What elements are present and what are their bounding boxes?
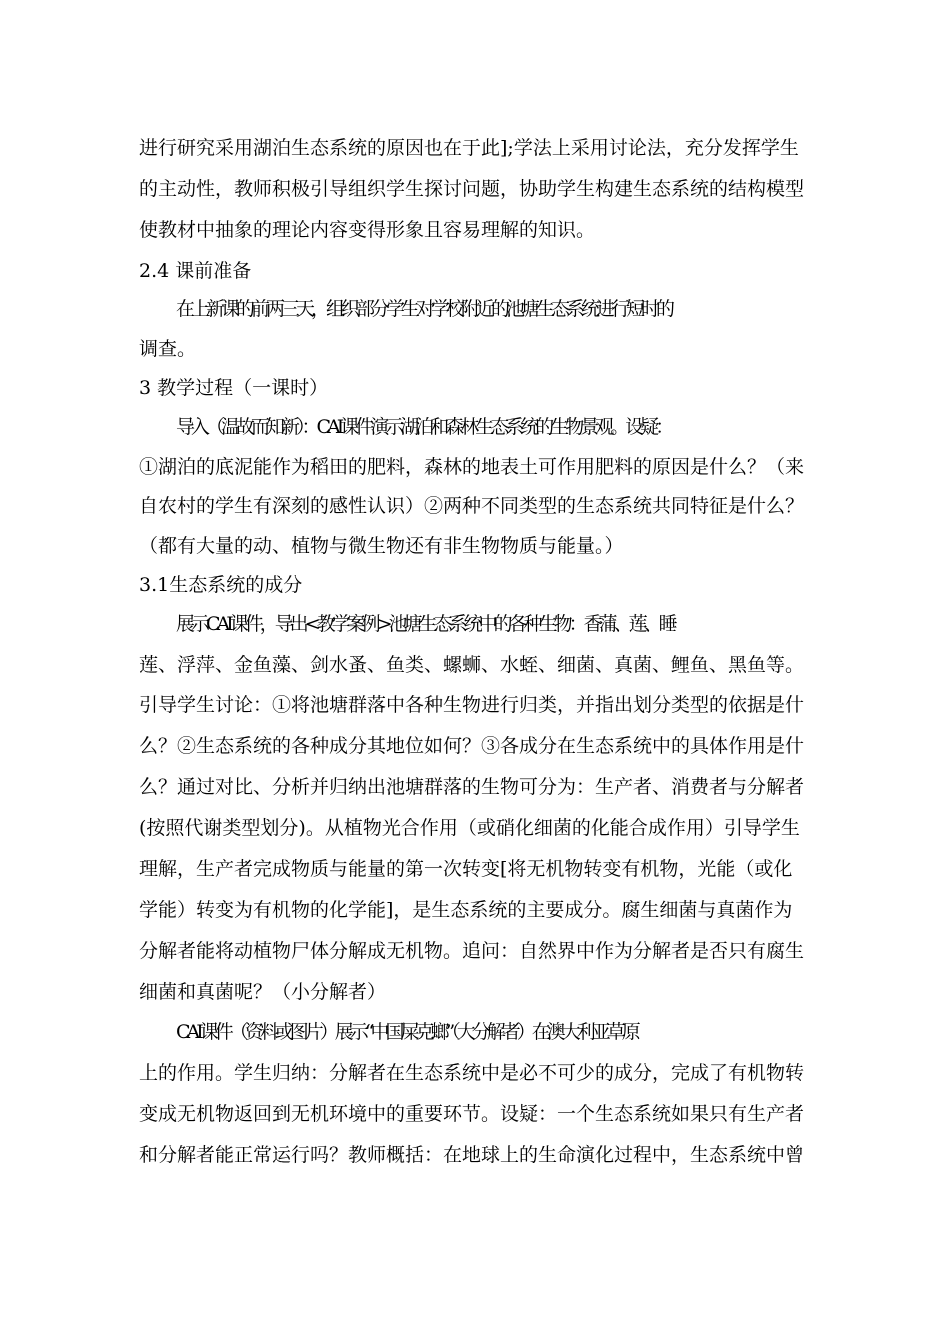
paragraph-line: 学能）转变为有机物的化学能]，是生态系统的主要成分。腐生细菌与真菌作为 [139,899,793,921]
paragraph-line: 使教材中抽象的理论内容变得形象且容易理解的知识。 [139,219,596,241]
paragraph-line: 进行研究采用湖泊生态系统的原因也在于此];学法上采用讨论法，充分发挥学生 [139,137,799,159]
paragraph-line: 上的作用。学生归纳：分解者在生态系统中是必不可少的成分，完成了有机物转 [139,1062,805,1084]
paragraph-line: 的主动性，教师积极引导组织学生探讨问题，协助学生构建生态系统的结构模型 [139,178,805,200]
paragraph-line: (按照代谢类型划分)。从植物光合作用（或硝化细菌的化能合成作用）引导学生 [139,817,800,839]
paragraph-line: 在上新课的前两三天，组织部分学生对学校附近的池塘生态系统进行短时的 [176,298,672,320]
section-heading: 3.1生态系统的成分 [139,574,303,596]
paragraph-line: ①湖泊的底泥能作为稻田的肥料，森林的地表土可作用肥料的原因是什么？（来 [139,456,805,478]
paragraph-line: 调查。 [139,338,197,360]
paragraph-line: 么？②生态系统的各种成分其地位如何？③各成分在生态系统中的具体作用是什 [139,735,805,757]
paragraph-line: （都有大量的动、植物与微生物还有非生物物质与能量。） [139,535,624,557]
paragraph-line: 细菌和真菌呢？（小分解者） [139,981,387,1003]
paragraph-line: CAI课件（资料或图片）展示“中国屎克螂”（大分解者）在澳大利亚草原 [176,1021,637,1043]
section-heading: 3 教学过程（一课时） [139,377,329,399]
paragraph-line: 自农村的学生有深刻的感性认识）②两种不同类型的生态系统共同特征是什么？ [139,495,805,517]
paragraph-line: 分解者能将动植物尸体分解成无机物。追问：自然界中作为分解者是否只有腐生 [139,940,805,962]
paragraph-line: 展示CAI课件，导出<教学案例>池塘生态系统中的各种生物：香蒲、莲、睡 [176,613,674,635]
paragraph-line: 和分解者能正常运行吗？教师概括：在地球上的生命演化过程中，生态系统中曾 [139,1144,805,1166]
paragraph-line: 导入（温故而知新）：CAI课件演示湖泊和森林生态系统的生物景观。设疑： [176,416,671,438]
section-heading: 2.4 课前准备 [139,260,252,282]
paragraph-line: 变成无机物返回到无机环境中的重要环节。设疑：一个生态系统如果只有生产者 [139,1103,805,1125]
paragraph-line: 么？通过对比、分析并归纳出池塘群落的生物可分为：生产者、消费者与分解者 [139,776,805,798]
paragraph-line: 理解，生产者完成物质与能量的第一次转变[将无机物转变有机物，光能（或化 [139,858,793,880]
paragraph-line: 引导学生讨论：①将池塘群落中各种生物进行归类，并指出划分类型的依据是什 [139,694,805,716]
paragraph-line: 莲、浮萍、金鱼藻、剑水蚤、鱼类、螺蛳、水蛭、细菌、真菌、鲤鱼、黑鱼等。 [139,654,805,676]
